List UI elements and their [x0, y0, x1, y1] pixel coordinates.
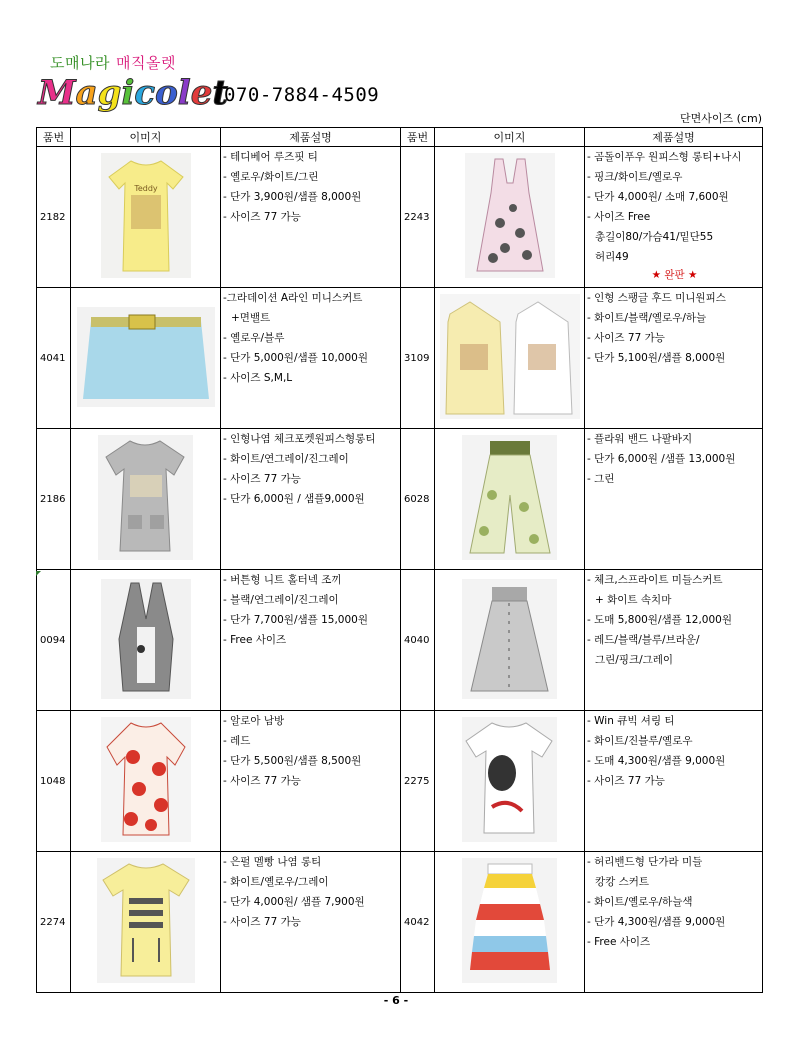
product-description — [221, 852, 401, 993]
description-line: - 단가 6,000원 /샘플 13,000원 — [587, 453, 736, 465]
pooh-dress-photo — [465, 153, 555, 278]
yellow-teddy-tee-photo — [101, 153, 191, 278]
description-line: - 화이트/연그레이/진그레이 — [223, 453, 349, 465]
description-line: - 사이즈 77 가능 — [223, 473, 301, 485]
description-line: - 단가 4,000원/ 소매 7,600원 — [587, 191, 729, 203]
size-unit-note: 단면사이즈 (cm) — [680, 112, 762, 125]
product-code: 2186 — [37, 429, 71, 570]
product-code: 2182 — [37, 147, 71, 288]
description-line: - 테디베어 루즈핏 티 — [223, 151, 318, 163]
product-code: 2243 — [401, 147, 435, 288]
product-description — [585, 429, 763, 570]
description-line: - 알로아 남방 — [223, 715, 285, 727]
description-line: - 단가 7,700원/샘플 15,000원 — [223, 614, 368, 626]
description-line: +면밸트 — [231, 312, 271, 324]
product-code: 4041 — [37, 288, 71, 429]
description-line: - Free 사이즈 — [587, 936, 651, 948]
description-line: 허리49 — [595, 251, 629, 263]
product-image-cell — [71, 570, 221, 711]
logo-letter: a — [75, 73, 98, 113]
halter-knit-vest-photo — [101, 579, 191, 699]
brand-name-korean — [50, 52, 176, 73]
description-line: - 허리밴드형 단가라 미들 — [587, 856, 703, 868]
table-row — [37, 288, 763, 429]
product-code: 4040 — [401, 570, 435, 711]
cell-comment-marker — [36, 571, 41, 576]
description-line: - 레드 — [223, 735, 251, 747]
description-line: - 단가 4,300원/샘플 9,000원 — [587, 916, 726, 928]
product-description — [221, 429, 401, 570]
table-row — [37, 429, 763, 570]
product-description — [585, 147, 763, 288]
logo-letter: e — [190, 73, 213, 113]
description-line: - 블랙/연그레이/진그레이 — [223, 594, 339, 606]
table-row — [37, 570, 763, 711]
description-line: - 은펄 멜빵 나염 롱티 — [223, 856, 322, 868]
product-description — [221, 570, 401, 711]
product-catalog-table — [36, 127, 763, 993]
soldout-badge: ★ 완판 ★ — [651, 269, 698, 281]
column-header-code: 품번 — [401, 128, 435, 147]
suspender-print-tee-photo — [97, 858, 195, 983]
product-code: 4042 — [401, 852, 435, 993]
brand-name-part-2: 매직올렛 — [115, 54, 176, 72]
logo-letter: t — [212, 73, 229, 113]
description-line: - 사이즈 77 가능 — [223, 775, 301, 787]
page-number: - 6 - — [383, 994, 409, 1007]
product-image-cell — [435, 570, 585, 711]
product-description — [585, 852, 763, 993]
description-line: - 화이트/옐로우/하늘색 — [587, 896, 693, 908]
description-line: - 사이즈 Free — [587, 211, 651, 223]
logo-letter: o — [155, 73, 178, 113]
description-line: - Free 사이즈 — [223, 634, 287, 646]
svg-text:Teddy: Teddy — [133, 184, 158, 193]
hood-mini-dress-photo — [440, 294, 580, 419]
product-image-cell — [71, 147, 221, 288]
description-line: - 단가 5,100원/샘플 8,000원 — [587, 352, 726, 364]
product-image-cell — [71, 288, 221, 429]
description-line: - 사이즈 S,M,L — [223, 372, 293, 384]
description-line: - 인형나염 체크포켓원피스형롱티 — [223, 433, 376, 445]
product-image-cell — [71, 852, 221, 993]
phone-number: 070-7884-4509 — [224, 84, 380, 106]
description-line: - 도매 4,300원/샘플 9,000원 — [587, 755, 726, 767]
description-line: - 단가 3,900원/샘플 8,000원 — [223, 191, 362, 203]
gradation-skirt-photo — [77, 307, 215, 407]
description-line: - Win 큐빅 셔링 티 — [587, 715, 675, 727]
description-line: 그린/핑크/그레이 — [595, 654, 674, 666]
red-floral-shirt-photo — [101, 717, 191, 842]
description-line: - 그린 — [587, 473, 615, 485]
product-image-cell — [435, 288, 585, 429]
description-line: - 사이즈 77 가능 — [223, 211, 301, 223]
flower-pants-photo — [462, 435, 557, 560]
description-line: - 버튼형 니트 홀터넥 조끼 — [223, 574, 342, 586]
description-line: - 사이즈 77 가능 — [223, 916, 301, 928]
product-description — [585, 288, 763, 429]
product-description — [585, 570, 763, 711]
description-line: - 체크,스프라이트 미들스커트 — [587, 574, 723, 586]
description-line: - 핑크/화이트/옐로우 — [587, 171, 683, 183]
brand-name-part-1: 도매나라 — [50, 54, 110, 72]
product-code: 3109 — [401, 288, 435, 429]
magicolet-logo — [38, 74, 228, 112]
description-line: - 단가 6,000원 / 샘플9,000원 — [223, 493, 365, 505]
description-line: - 인형 스팽글 후드 미니원피스 — [587, 292, 726, 304]
description-line: - 옐로우/화이트/그린 — [223, 171, 319, 183]
description-line: - 화이트/블랙/옐로우/하늘 — [587, 312, 707, 324]
table-row — [37, 147, 763, 288]
logo-letter: M — [38, 73, 76, 113]
product-image-cell — [435, 147, 585, 288]
check-midi-skirt-photo — [462, 579, 557, 699]
column-header-image: 이미지 — [435, 128, 585, 147]
description-line: - 단가 5,000원/샘플 10,000원 — [223, 352, 368, 364]
description-line: - 곰돌이푸우 원피스형 롱티+나시 — [587, 151, 742, 163]
product-image-cell — [435, 711, 585, 852]
catalog-header — [38, 50, 418, 115]
grey-check-dress-photo — [98, 435, 193, 560]
logo-letter: g — [97, 73, 122, 113]
product-description — [221, 288, 401, 429]
product-code: 1048 — [37, 711, 71, 852]
product-code: 2275 — [401, 711, 435, 852]
product-description — [221, 147, 401, 288]
column-header-image: 이미지 — [71, 128, 221, 147]
logo-letter: l — [177, 73, 191, 113]
column-header-description: 제품설명 — [221, 128, 401, 147]
description-line: - 사이즈 77 가능 — [587, 332, 665, 344]
table-header-row — [37, 128, 763, 147]
table-row — [37, 852, 763, 993]
product-description — [585, 711, 763, 852]
description-line: - 화이트/옐로우/그레이 — [223, 876, 329, 888]
description-line: - 플라워 밴드 나팔바지 — [587, 433, 693, 445]
striped-cancan-skirt-photo — [462, 858, 557, 983]
product-image-cell — [71, 429, 221, 570]
description-line: - 화이트/진블루/옐로우 — [587, 735, 693, 747]
logo-letter: i — [121, 73, 135, 113]
product-code: 6028 — [401, 429, 435, 570]
description-line: 캉캉 스커트 — [595, 876, 650, 888]
product-image-cell — [71, 711, 221, 852]
table-row — [37, 711, 763, 852]
description-line: - 도매 5,800원/샘플 12,000원 — [587, 614, 732, 626]
description-line: - 옐로우/블루 — [223, 332, 285, 344]
description-line: - 레드/블랙/블루/브라운/ — [587, 634, 700, 646]
column-header-code: 품번 — [37, 128, 71, 147]
cubic-shirring-tee-photo — [462, 717, 557, 842]
description-line: - 단가 4,000원/ 샘플 7,900원 — [223, 896, 365, 908]
product-image-cell — [435, 852, 585, 993]
column-header-description: 제품설명 — [585, 128, 763, 147]
product-description — [221, 711, 401, 852]
product-code: 2274 — [37, 852, 71, 993]
description-line: -그라데이션 A라인 미니스커트 — [223, 292, 363, 304]
product-image-cell — [435, 429, 585, 570]
logo-letter: c — [134, 73, 156, 113]
description-line: - 단가 5,500원/샘플 8,500원 — [223, 755, 362, 767]
description-line: + 화이트 속치마 — [595, 594, 672, 606]
product-code: 0094 — [37, 570, 71, 711]
description-line: 총길이80/가슴41/밑단55 — [595, 231, 714, 243]
description-line: - 사이즈 77 가능 — [587, 775, 665, 787]
